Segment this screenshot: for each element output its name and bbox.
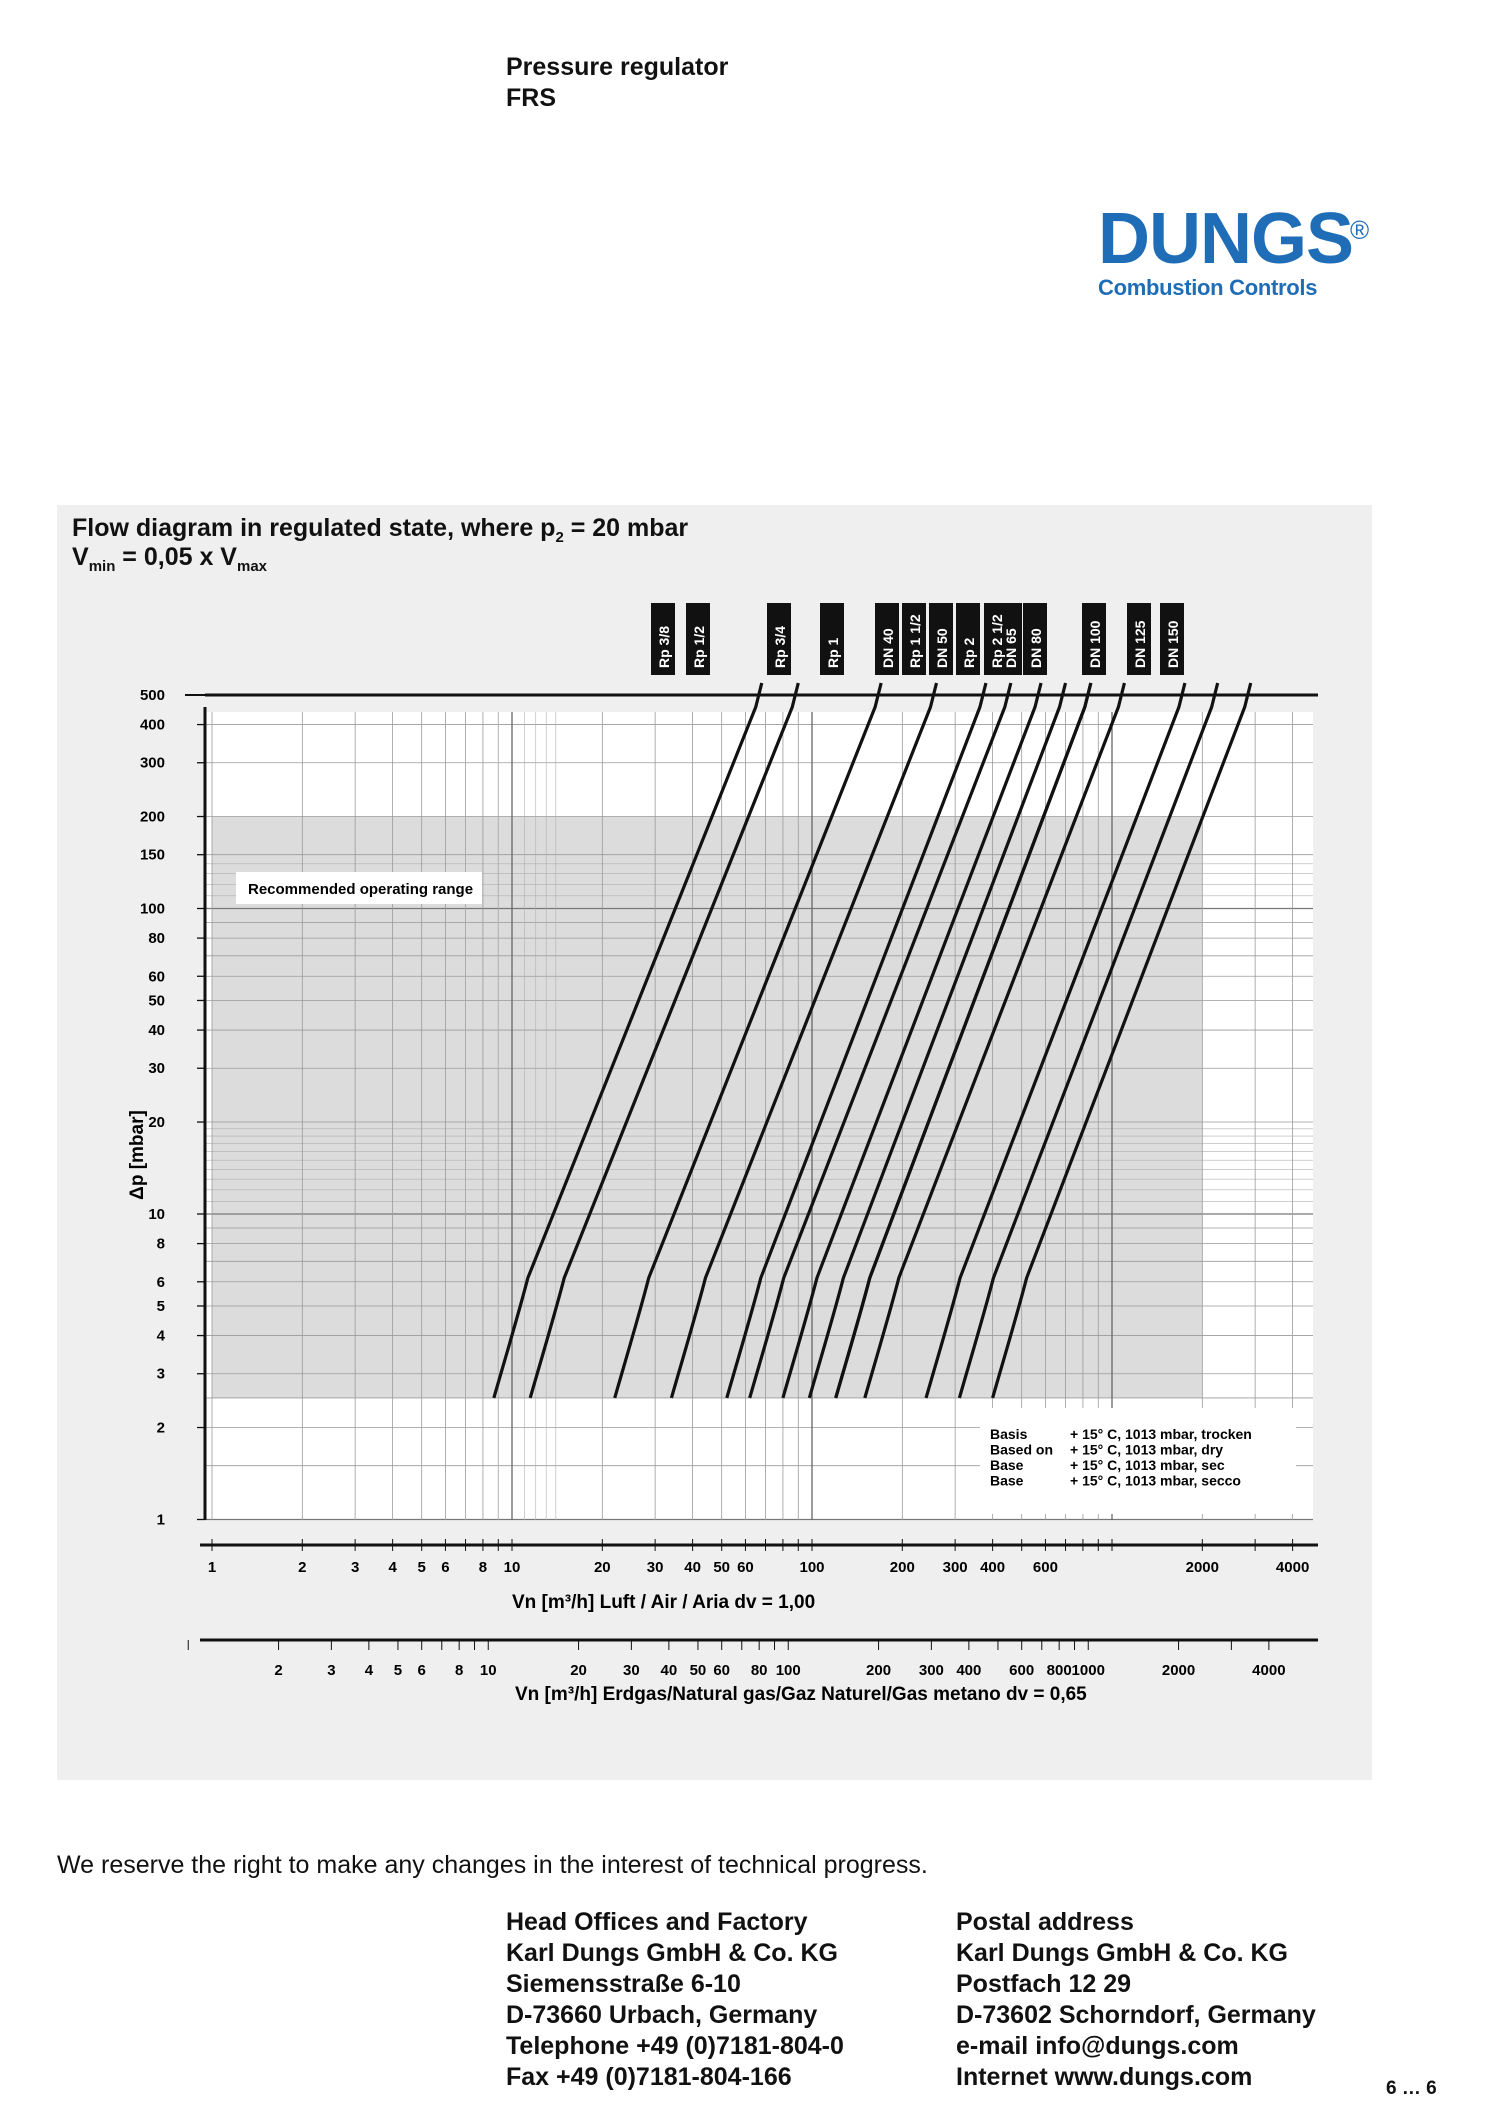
x-tick-label: 100	[775, 1662, 801, 1679]
x-tick-label: 1	[207, 1559, 217, 1576]
address-line: D-73602 Schorndorf, Germany	[956, 2001, 1316, 2029]
curve-tag-label: Rp 1	[825, 637, 841, 668]
address-line: Karl Dungs GmbH & Co. KG	[956, 1939, 1288, 1967]
y-tick-label: 30	[148, 1060, 165, 1078]
x-tick-label: 1000	[1071, 1662, 1105, 1679]
address-line: Siemensstraße 6-10	[506, 1970, 741, 1998]
formula-sub2: max	[236, 558, 268, 575]
y-tick-label: 10	[148, 1206, 165, 1223]
y-tick-label: 100	[139, 900, 165, 918]
x-axis-gas-label: Vn [m³/h] Erdgas/Natural gas/Gaz Naturel/Gas metano dv = 0,65	[515, 1684, 1087, 1705]
curve-tag-label: Rp 3/8	[656, 625, 672, 668]
x-tick-label: 6	[417, 1662, 426, 1679]
x-tick-label: 300	[942, 1559, 968, 1576]
x-tick-label: 50	[713, 1559, 731, 1576]
address-line: D-73660 Urbach, Germany	[506, 2001, 818, 2029]
curve-tag-label: DN 100	[1087, 620, 1103, 668]
x-tick-label: 300	[918, 1662, 944, 1679]
postal-address	[956, 1907, 1316, 2093]
recommended-range-label: Recommended operating range	[248, 881, 474, 898]
address-line: Fax +49 (0)7181-804-166	[506, 2063, 792, 2091]
x-tick-label: 6	[441, 1559, 450, 1576]
curve-tag-label: Rp 2 1/2	[989, 614, 1005, 668]
x-tick-label: 4	[388, 1559, 397, 1576]
x-tick-label: 10	[479, 1662, 497, 1679]
x-tick-label: 2	[274, 1662, 283, 1679]
curve-tag-label: Rp 1/2	[691, 625, 707, 668]
y-tick-label: 4	[156, 1327, 165, 1345]
address-line: Postal address	[956, 1908, 1134, 1936]
x-tick-label: 80	[750, 1662, 768, 1679]
x-axis-air-label: Vn [m³/h] Luft / Air / Aria dv = 1,00	[512, 1592, 816, 1613]
curve-tag-label: DN 40	[880, 628, 896, 668]
curve-tag-label: Rp 2	[961, 637, 977, 668]
x-tick-label: 5	[417, 1559, 426, 1576]
y-tick-label: 1	[156, 1511, 165, 1529]
address-line: Postfach 12 29	[956, 1970, 1132, 1998]
x-tick-label: 60	[713, 1662, 731, 1679]
y-tick-label: 40	[148, 1022, 165, 1040]
x-tick-label: 4000	[1252, 1662, 1286, 1679]
curve-tag-label: Rp 3/4	[772, 625, 788, 668]
x-tick-label: 3	[327, 1662, 336, 1679]
curve-tag-label: DN 150	[1165, 620, 1181, 668]
x-tick-label: 5	[393, 1662, 403, 1679]
logo-tagline: Combustion Controls	[1098, 275, 1318, 300]
formula-sub1: min	[88, 558, 116, 575]
x-tick-label: 20	[570, 1662, 587, 1679]
y-tick-label: 5	[156, 1297, 165, 1315]
title-suffix: = 20 mbar	[563, 514, 689, 542]
y-tick-label: 200	[139, 808, 165, 826]
curve-tag-label: DN 50	[934, 628, 950, 668]
y-tick-label: 20	[148, 1114, 165, 1132]
y-tick-label: 8	[156, 1235, 165, 1253]
x-tick-label: 50	[689, 1662, 707, 1679]
x-tick-label: 10	[503, 1559, 521, 1576]
curve-tag-label: DN 125	[1132, 620, 1148, 668]
x-tick-label: 200	[866, 1662, 892, 1679]
basis-value: + 15° C, 1013 mbar, sec	[1070, 1457, 1225, 1473]
basis-label: Base	[990, 1472, 1024, 1489]
x-tick-label: 4000	[1275, 1559, 1310, 1576]
x-tick-label: 400	[956, 1662, 982, 1679]
basis-value: + 15° C, 1013 mbar, dry	[1070, 1441, 1224, 1458]
x-tick-label: 60	[737, 1559, 754, 1576]
logo-word: DUNGS	[1098, 199, 1354, 279]
x-tick-label: 8	[455, 1662, 464, 1679]
product-model: FRS	[506, 84, 556, 112]
address-line: Internet www.dungs.com	[956, 2063, 1253, 2091]
x-tick-label: 400	[980, 1559, 1006, 1576]
x-tick-label: 800	[1046, 1662, 1072, 1679]
x-tick-label: 600	[1032, 1559, 1058, 1576]
product-type: Pressure regulator	[506, 53, 729, 81]
x-tick-label: 30	[623, 1662, 640, 1679]
address-line: Telephone +49 (0)7181-804-0	[506, 2032, 844, 2060]
x-tick-label: 8	[478, 1559, 488, 1576]
basis-value: + 15° C, 1013 mbar, secco	[1070, 1472, 1241, 1489]
title-text: Flow diagram in regulated state, where p	[72, 514, 556, 542]
x-tick-label: 2	[298, 1559, 307, 1576]
x-tick-label: 40	[660, 1662, 678, 1679]
basis-label: Basis	[990, 1426, 1028, 1442]
y-tick-label: 500	[139, 686, 165, 704]
y-tick-label: 300	[139, 754, 165, 772]
x-tick-label: 2000	[1161, 1662, 1196, 1679]
y-tick-label: 50	[148, 992, 165, 1010]
basis-value: + 15° C, 1013 mbar, trocken	[1070, 1426, 1252, 1442]
x-tick-label: 4	[364, 1662, 374, 1679]
x-tick-label: 20	[593, 1559, 611, 1576]
address-line: Head Offices and Factory	[506, 1908, 808, 1936]
x-tick-label: 30	[646, 1559, 664, 1576]
x-tick-label: 600	[1009, 1662, 1035, 1679]
disclaimer: We reserve the right to make any changes in the interest of technical progress.	[57, 1851, 928, 1879]
address-line: e-mail info@dungs.com	[956, 2032, 1239, 2060]
head-office-address	[506, 1907, 844, 2093]
x-tick-label: 2000	[1185, 1559, 1219, 1576]
curve-tag-label: DN 65	[1003, 628, 1019, 668]
address-line: Karl Dungs GmbH & Co. KG	[506, 1939, 838, 1967]
formula-mid: = 0,05 x V	[115, 543, 237, 571]
x-tick-label: 3	[350, 1559, 360, 1576]
formula-v1: V	[72, 543, 89, 571]
y-tick-label: 2	[156, 1419, 165, 1437]
y-tick-label: 60	[148, 968, 165, 986]
registered-mark: ®	[1350, 215, 1370, 245]
curve-tag-label: DN 80	[1028, 628, 1044, 668]
y-axis-label: Δp [mbar]	[127, 1110, 148, 1200]
x-tick-label: 40	[684, 1559, 701, 1576]
x-tick-label: 200	[889, 1559, 915, 1576]
y-tick-label: 400	[139, 716, 165, 734]
basis-label: Base	[990, 1457, 1024, 1473]
x-tick-label: 100	[799, 1559, 825, 1576]
page-number: 6 … 6	[1386, 2078, 1437, 2099]
title-sub: 2	[555, 529, 564, 546]
y-tick-label: 80	[148, 930, 165, 948]
y-tick-label: 150	[139, 846, 165, 864]
basis-label: Based on	[990, 1441, 1054, 1458]
y-tick-label: 6	[156, 1273, 165, 1291]
y-tick-label: 3	[156, 1365, 165, 1383]
curve-tag-label: Rp 1 1/2	[907, 614, 923, 668]
